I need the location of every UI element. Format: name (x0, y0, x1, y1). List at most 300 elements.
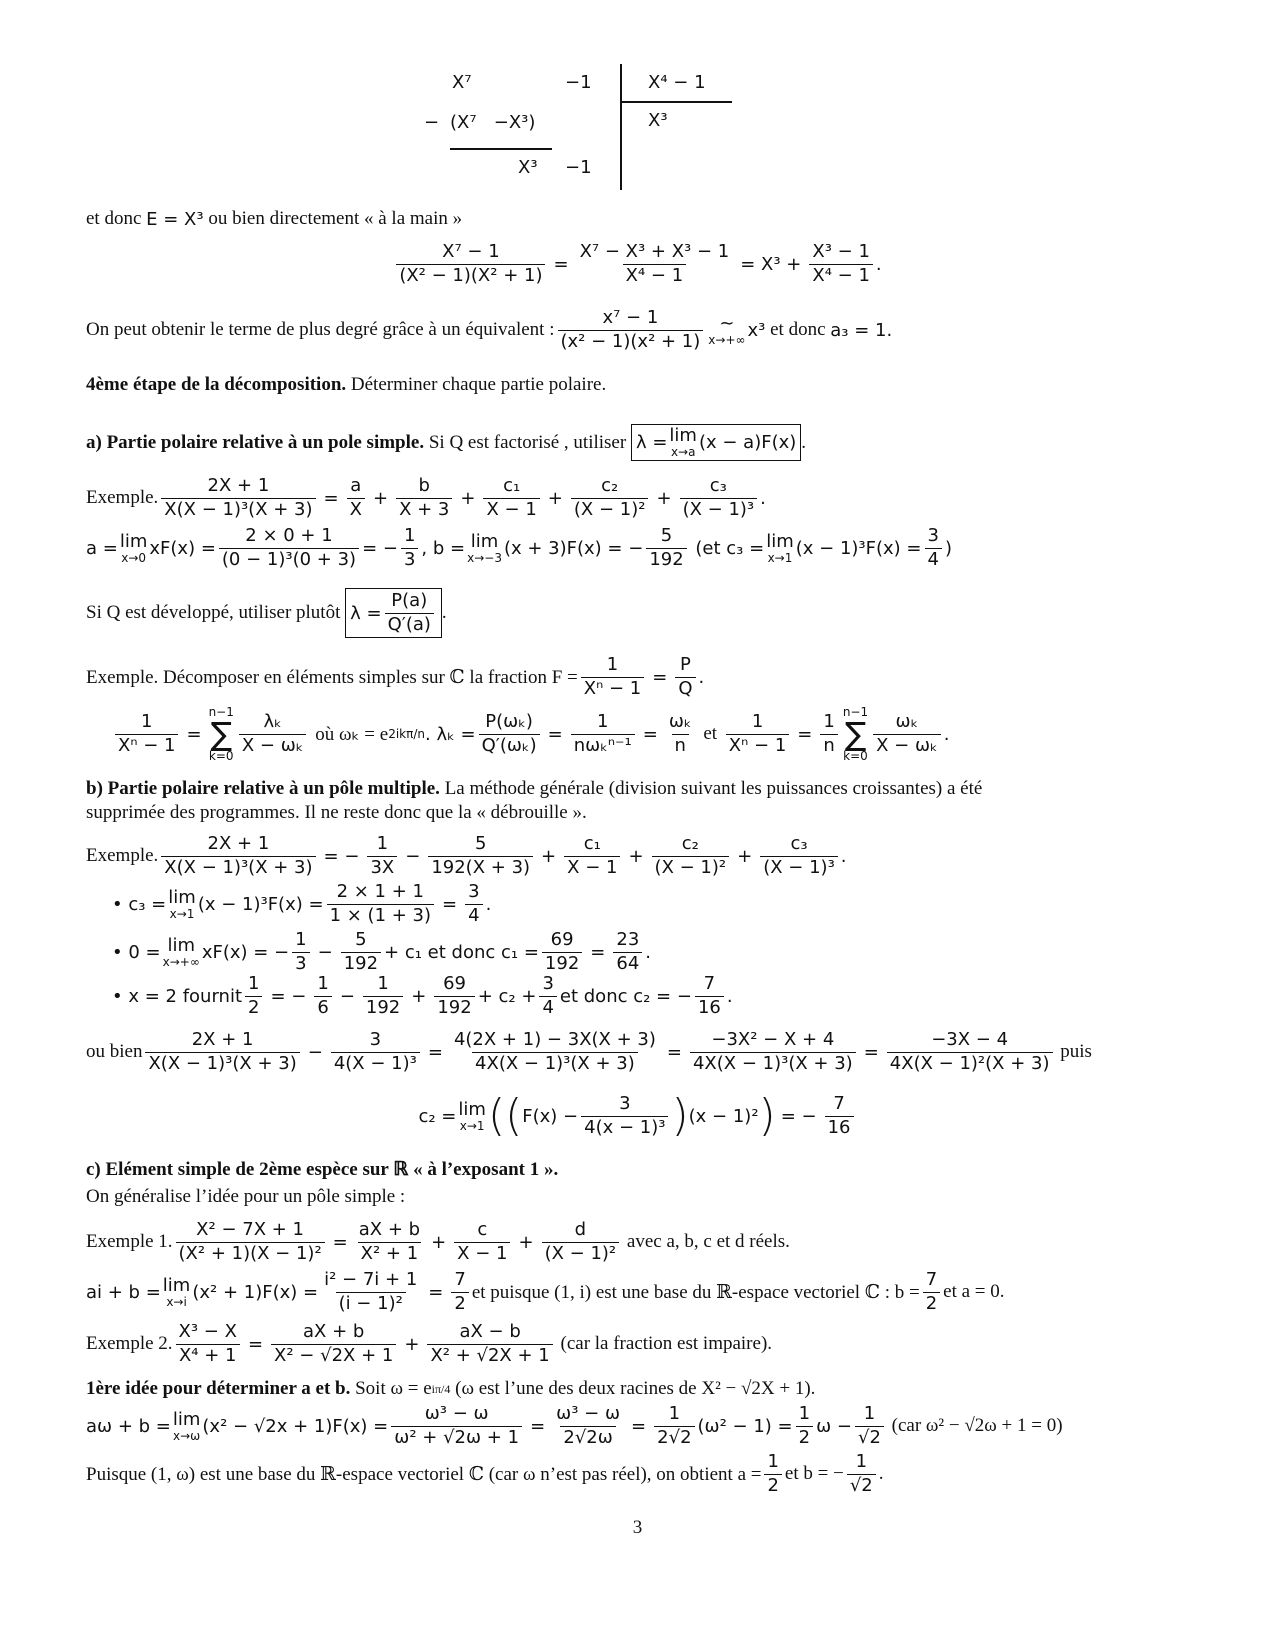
numerator: X² − 7X + 1 (196, 1219, 305, 1240)
denominator: 192 (341, 952, 381, 975)
numerator: P (679, 654, 691, 675)
period: . (875, 253, 882, 275)
fraction (115, 712, 178, 756)
numerator: X³ − X (178, 1321, 237, 1342)
label: Exemple 2. (86, 1333, 173, 1355)
numerator: 2 × 0 + 1 (245, 525, 333, 546)
limit (467, 530, 502, 565)
denominator: 16 (825, 1116, 854, 1139)
fraction (764, 1452, 781, 1496)
numerator: c₃ (790, 833, 808, 854)
fraction (666, 712, 695, 756)
denominator: n (820, 734, 837, 757)
math: (x − 1)² (688, 1105, 759, 1127)
denominator: 192 (646, 548, 686, 571)
limit (669, 427, 697, 458)
text: où ωₖ = e (315, 723, 389, 745)
denominator: X(X − 1)³(X + 3) (161, 498, 315, 521)
fraction (571, 476, 649, 520)
fraction (161, 476, 315, 520)
denominator: X(X − 1)³(X + 3) (161, 856, 315, 879)
text: et (703, 723, 718, 744)
fraction (581, 655, 644, 699)
fraction (356, 1220, 423, 1264)
fraction (820, 712, 837, 756)
denominator: X − ωₖ (239, 734, 307, 757)
fraction (454, 1220, 510, 1264)
numerator: c (477, 1219, 488, 1240)
denominator: X (347, 498, 365, 521)
subscript: x→1 (767, 550, 793, 565)
math: $\frac{\text{X² − 7X + 1}}{\text{(X² + 1)(X − 1)²}}$ = $\frac{aX + b}{\text{X² + 1}}$ + $\frac{c}{X - 1}$ + $\frac{d}{\text{(X − 1)²}}$ (173, 1220, 623, 1264)
denominator: (i − 1)² (336, 1292, 406, 1315)
example-a-coefficients (86, 526, 952, 570)
math: (x² + 1)F(x) = (192, 1281, 319, 1303)
text: supprimée des programmes. Il ne reste donc que la « débrouille ». (86, 802, 587, 823)
example-b-decomposition (86, 834, 847, 878)
denominator: 4(x − 1)³ (581, 1116, 668, 1139)
fraction (695, 974, 724, 1018)
remainder-const: −1 (565, 157, 592, 178)
numerator: 5 (355, 929, 367, 950)
numerator: 3 (927, 525, 939, 546)
denominator: 2√2 (654, 1426, 694, 1449)
denominator: X⁴ + 1 (176, 1344, 240, 1367)
numerator: 1 (606, 654, 619, 675)
numerator: 1 (668, 1403, 681, 1424)
numerator: ω³ − ω (556, 1403, 621, 1424)
math: xF(x) = − (201, 941, 290, 963)
bullet-c2: • x = 2 fournit $\frac{1}{2}$ = − $\frac{1}{6}$ − $\frac{1}{192}$ + $\frac{69}{192}$ + c₂ + $\frac{3}{4}$ et donc c₂ = − $\frac{7}{16}$ . (112, 973, 733, 1018)
fraction (825, 1094, 854, 1138)
fraction (391, 1404, 522, 1448)
sum-symbol: n−1 ∑ k=0 (208, 705, 234, 763)
fraction (923, 1270, 940, 1314)
period: . (441, 602, 447, 624)
upper-bound: n−1 (208, 705, 234, 719)
fraction (314, 974, 331, 1018)
math: λ = (635, 432, 668, 453)
fraction (239, 712, 307, 756)
fraction (558, 308, 704, 352)
fraction (654, 1404, 694, 1448)
limit: lim x→1 (458, 1098, 486, 1133)
denominator: √2 (855, 1426, 884, 1449)
denominator: X − 1 (454, 1242, 510, 1265)
math: (ω² − 1) = (697, 1415, 793, 1437)
polynomial-division-table (420, 62, 750, 192)
denominator: (X − 1)² (652, 856, 730, 879)
denominator: 4 (539, 996, 556, 1019)
minus-sign: − (424, 112, 440, 133)
denominator: 3 (292, 952, 309, 975)
numerator: ωₖ (668, 710, 692, 732)
denominator: (X − 1)³ (680, 498, 758, 521)
denominator: (X − 1)² (571, 498, 649, 521)
fraction (925, 526, 942, 570)
numerator: c₂ (681, 833, 699, 854)
denominator: (X² + 1)(X − 1)² (176, 1242, 325, 1265)
limit: lim x→i (162, 1274, 191, 1309)
limit (766, 530, 794, 565)
denominator: 3X (367, 856, 397, 879)
section-c-heading (86, 1158, 558, 1181)
subscript: x→a (670, 445, 696, 459)
text: et donc (770, 319, 826, 341)
fraction (564, 834, 620, 878)
division-bar (620, 64, 622, 190)
fraction (292, 930, 309, 974)
denominator: X − 1 (564, 856, 620, 879)
denominator: 16 (695, 996, 724, 1019)
numerator: 69 (443, 973, 466, 994)
subtracted-row: (X⁷ −X³) (450, 112, 536, 133)
quotient: X³ (648, 110, 668, 131)
denominator: X⁴ − 1 (809, 264, 873, 287)
denominator: Q (675, 677, 695, 700)
text: Déterminer chaque partie polaire. (350, 374, 607, 395)
math: ai + b = lim x→i (x² + 1)F(x) = $\frac{\text{i² − 7i + 1}}{\text{(i − 1)²}}$ = $\frac{7}{2}$ (86, 1270, 472, 1314)
fraction (385, 591, 434, 635)
fraction (613, 930, 642, 974)
boxed-formula (631, 424, 801, 461)
math: (x² − √2x + 1)F(x) = (202, 1415, 389, 1437)
denominator: nωₖⁿ⁻¹ (571, 734, 635, 757)
text: Si Q est développé, utiliser plutôt (86, 602, 341, 624)
exponent: iπ/4 (431, 1381, 451, 1396)
equivalent-symbol (708, 312, 746, 347)
numerator: 1 (855, 1451, 868, 1472)
math: ω − (816, 1415, 852, 1437)
numerator: 5 (660, 525, 673, 546)
numerator: 2X + 1 (207, 475, 270, 496)
numerator: c₁ (503, 475, 521, 496)
denominator: 2 (764, 1474, 781, 1497)
equals: = (553, 253, 569, 275)
fraction (809, 242, 873, 286)
denominator: Xⁿ − 1 (726, 734, 789, 757)
section-a-heading (86, 424, 806, 461)
text: Si Q est factorisé , utiliser (428, 431, 627, 453)
numerator: aX + b (358, 1219, 421, 1240)
numerator: 1 (798, 1403, 811, 1424)
text: et puisque (1, i) est une base du ℝ-espace vectoriel ℂ : b = (471, 1281, 920, 1303)
boxed-formula (345, 588, 442, 638)
numerator: d (574, 1219, 587, 1240)
numerator: 69 (550, 929, 574, 950)
math: aω + b = lim x→ω (x² − √2x + 1)F(x) = $\frac{\text{ω³ − ω}}{\text{ω² + √2ω + 1}}$ = $\frac{\text{ω³ − ω}}{2√2\omega}$ = $\frac{1}{2√2}$ (ω² − 1) = $\frac{1}{2}$ ω − $\frac{1}{√2}$ (86, 1404, 887, 1448)
section-title: c) Elément simple de 2ème espèce sur ℝ « à l’exposant 1 ». (86, 1159, 559, 1180)
numerator: 3 (468, 881, 480, 902)
fraction (176, 1220, 325, 1264)
lower-bound: k=0 (208, 749, 234, 763)
limit: lim x→+∞ (162, 934, 200, 969)
numerator: λₖ (263, 710, 282, 732)
denominator: 4(X − 1)³ (331, 1052, 420, 1075)
denominator: 2 (245, 996, 262, 1019)
fraction (553, 1404, 623, 1448)
equivalent-line (86, 308, 892, 352)
fraction (347, 476, 365, 520)
lim: lim (470, 530, 499, 552)
math: , b = (421, 537, 466, 559)
math: $\frac{2X + 1}{\text{X(X − 1)³(X + 3)}}$ − $\frac{3}{\text{4(X − 1)³}}$ = $\frac{4(2X + 1) - 3X(X + 3)}{\text{4X(X − 1)³(X + 3)}}$ = $\frac{\text{−3X² − X + 4}}{\text{4X(X − 1)³(X + 3)}}$ = $\frac{-3X - 4}{\text{4X(X − 1)²(X + 3)}}$ (142, 1030, 1055, 1074)
text: et b = − (784, 1463, 844, 1485)
numerator: c₃ (709, 475, 727, 496)
math: aω + b = (86, 1415, 171, 1437)
fraction (176, 1322, 240, 1366)
fraction (873, 712, 941, 756)
denominator: Q′(a) (385, 613, 434, 636)
fraction (483, 476, 539, 520)
denominator: X² + √2X + 1 (427, 1344, 552, 1367)
subscript: x→−3 (467, 550, 502, 565)
text: Puisque (1, ω) est une base du ℝ-espace vectoriel ℂ (car ω n’est pas réel), on obtient a = (86, 1463, 762, 1485)
numerator: 7 (454, 1269, 466, 1290)
operator: = X³ + (740, 253, 802, 275)
denominator: 64 (613, 952, 642, 975)
fraction (855, 1404, 884, 1448)
math: et donc c₂ = − (559, 985, 692, 1007)
equals: = (186, 723, 202, 745)
fraction (690, 1030, 856, 1074)
math: a = (86, 537, 118, 559)
fraction (542, 1220, 620, 1264)
math: c₃ = (128, 893, 167, 915)
fraction (145, 1030, 299, 1074)
denominator: Q′(ωₖ) (479, 734, 540, 757)
fraction (571, 712, 635, 756)
lim: lim (669, 425, 697, 446)
lim: lim (119, 530, 148, 552)
numerator: 1 (863, 1403, 876, 1424)
math: (x − a)F(x) (698, 432, 797, 453)
fraction (539, 974, 556, 1018)
omega-computation (86, 1404, 1063, 1448)
denominator: Xⁿ − 1 (115, 734, 178, 757)
denominator: X + 3 (396, 498, 452, 521)
period: . (943, 723, 950, 745)
denominator: X² + 1 (358, 1242, 422, 1265)
subscript: x→ω (173, 1428, 201, 1443)
fraction (479, 712, 540, 756)
numerator: 5 (474, 833, 487, 854)
limit (119, 530, 148, 565)
numerator: 7 (833, 1093, 845, 1114)
numerator: −3X − 4 (931, 1029, 1009, 1050)
denominator: (X − 1)² (542, 1242, 620, 1265)
ou-bien-line (86, 1030, 1092, 1074)
euclid-by-hand-equation (0, 242, 1275, 286)
numerator: 1 (317, 973, 329, 994)
numerator: 1 (403, 525, 416, 546)
fraction (675, 655, 695, 699)
sum-symbol: n−1 ∑ k=0 (842, 705, 869, 763)
fraction (245, 974, 262, 1018)
fraction (451, 1270, 468, 1314)
math: xF(x) = (149, 537, 216, 559)
denominator: X − ωₖ (873, 734, 941, 757)
math: c₂ = (418, 1105, 457, 1127)
numerator: 2 × 1 + 1 (336, 881, 424, 902)
numerator: 1 (141, 710, 153, 732)
numerator: i² − 7i + 1 (324, 1269, 418, 1290)
dividend-const: −1 (565, 72, 592, 93)
numerator: 7 (925, 1269, 938, 1290)
text: (car la fraction est impaire). (560, 1333, 773, 1355)
text: Exemple. Décomposer en éléments simples sur ℂ la fraction F = (86, 666, 578, 688)
subscript: x→0 (121, 550, 147, 565)
numerator: x⁷ − 1 (602, 307, 659, 328)
numerator: 2X + 1 (207, 833, 270, 854)
remainder-lead: X³ (518, 157, 538, 178)
label: Exemple. (86, 845, 159, 867)
text: ou bien directement « à la main » (208, 208, 463, 229)
period: . (878, 1463, 884, 1485)
fraction (465, 882, 482, 926)
denominator: 4X(X − 1)²(X + 3) (887, 1052, 1053, 1075)
line-E-equals (86, 208, 462, 230)
math: $\frac{\text{X³ − X}}{\text{X⁴ + 1}}$ = $\frac{aX + b}{\text{X² − √2X + 1}}$ + $\frac{aX - b}{\text{X² + √2X + 1}}$ (173, 1322, 556, 1366)
subscript: x→i (166, 1294, 187, 1309)
numerator: 2X + 1 (191, 1029, 254, 1050)
subscript: x→1 (169, 906, 195, 921)
math (578, 655, 704, 699)
bullet-c3: • c₃ = lim x→1 (x − 1)³F(x) = $\frac{2 \times 1 + 1}{1 \times (1 + 3)}$ = $\frac{3}{4}$ . (112, 881, 492, 926)
fraction (396, 476, 452, 520)
math: + c₂ + (477, 985, 537, 1007)
fraction (341, 930, 381, 974)
numerator: b (418, 475, 430, 496)
math: (x + 3)F(x) = − (503, 537, 644, 559)
numerator: c₂ (601, 475, 619, 496)
math: = − (362, 537, 398, 559)
math: (x − 1)³F(x) = (197, 893, 324, 915)
fraction (581, 1094, 668, 1138)
text: puis (1060, 1041, 1092, 1063)
math: x³ (747, 319, 766, 341)
denominator: 4 (925, 548, 942, 571)
fraction (847, 1452, 876, 1496)
text: Soit ω = e (355, 1378, 432, 1399)
example-1-solution (86, 1270, 1005, 1314)
math: . λₖ = (425, 723, 476, 745)
numerator: 3 (619, 1093, 631, 1114)
denominator: 192 (363, 996, 403, 1019)
math: x = 2 fournit (128, 985, 243, 1007)
section-c-text (86, 1186, 405, 1208)
math: ) (944, 537, 952, 559)
fraction (367, 834, 397, 878)
numerator: ω³ − ω (424, 1403, 489, 1424)
denominator: 3 (401, 548, 418, 571)
section-b-text (86, 802, 587, 824)
denominator: X − 1 (483, 498, 539, 521)
bullet-c1: • 0 = lim x→+∞ xF(x) = − $\frac{1}{3}$ − $\frac{5}{192}$ + c₁ et donc c₁ = $\frac{69}{192}$ = $\frac{23}{64}$ . (112, 929, 652, 974)
denominator: (x² − 1)(x² + 1) (558, 330, 704, 353)
numerator: −3X² − X + 4 (711, 1029, 835, 1050)
text: (car ω² − √2ω + 1 = 0) (891, 1415, 1063, 1437)
text: On généralise l’idée pour un pôle simple : (86, 1186, 406, 1207)
fraction (363, 974, 403, 1018)
label: Exemple. (86, 487, 159, 509)
fraction (760, 834, 838, 878)
denominator: 2 (796, 1426, 813, 1449)
fraction (646, 526, 686, 570)
denominator: 4X(X − 1)³(X + 3) (690, 1052, 856, 1075)
numerator: 3 (369, 1029, 382, 1050)
denominator: 2 (923, 1292, 940, 1315)
numerator: aX − b (459, 1321, 521, 1342)
fraction (427, 1322, 552, 1366)
numerator: P(a) (391, 590, 428, 611)
numerator: 1 (597, 710, 609, 732)
divisor: X⁴ − 1 (648, 72, 706, 93)
math: $\frac{2X + 1}{\text{X(X − 1)³(X + 3)}}$ = $\frac{a}{X}$ + $\frac{b}{X + 3}$ + $\frac{\text{c₁}}{X - 1}$ + $\frac{\text{c₂}}{\text{(X − 1)²}}$ + $\frac{\text{c₃}}{\text{(X − 1)³}}$ . (158, 476, 766, 520)
developed-rule (86, 588, 447, 638)
denominator: 6 (314, 996, 331, 1019)
subscript: x→+∞ (162, 954, 200, 969)
numerator: c₁ (583, 833, 601, 854)
fraction (327, 882, 434, 926)
fraction (219, 526, 359, 570)
denominator: 1 × (1 + 3) (327, 904, 434, 927)
math: + c₁ et donc c₁ = (384, 941, 539, 963)
fraction (321, 1270, 420, 1314)
text: avec a, b, c et d réels. (626, 1231, 790, 1253)
lower-bound: k=0 (843, 749, 868, 763)
denominator: X(X − 1)³(X + 3) (145, 1052, 299, 1075)
numerator: 4(2X + 1) − 3X(X + 3) (453, 1029, 656, 1050)
example-1 (86, 1220, 790, 1264)
limit: lim x→ω (172, 1408, 201, 1443)
denominator: 2√2ω (560, 1426, 615, 1449)
numerator: 1 (823, 710, 835, 732)
final-conclusion (86, 1452, 884, 1496)
math: λ = (350, 602, 382, 624)
text: On peut obtenir le terme de plus degré grâce à un équivalent : (86, 319, 555, 341)
numerator: 1 (376, 833, 389, 854)
denominator: 4X(X − 1)³(X + 3) (472, 1052, 638, 1075)
fraction (680, 476, 758, 520)
fraction (331, 1030, 420, 1074)
fraction (396, 242, 545, 286)
text: (ω est l’une des deux racines de X² − √2X + 1). (455, 1378, 816, 1399)
fraction (401, 526, 418, 570)
fraction (652, 834, 730, 878)
upper-bound: n−1 (842, 705, 869, 719)
math: a₃ = 1. (830, 319, 893, 341)
first-idea (86, 1378, 815, 1400)
lim: lim (766, 530, 794, 552)
subscript: x→+∞ (708, 332, 746, 347)
denominator: √2 (847, 1474, 876, 1497)
math: F(x) − (522, 1105, 579, 1127)
roots-of-unity-decomposition: $\frac{1}{\text{Xⁿ − 1}}$ = n−1 ∑ k=0 $\frac{\text{λₖ}}{\text{X − ωₖ}}$ où ωₖ = e 2ikπ/n . λₖ = $\frac{\text{P(ωₖ)}}{\text{Q′(ωₖ)}}$ = $\frac{1}{\text{nωₖⁿ⁻¹}}$ = $\frac{\text{ωₖ}}{n}$ et $\frac{1}{\text{Xⁿ − 1}}$ = $\frac{1}{n}$ n−1 ∑ k=0 $\frac{\text{ωₖ}}{\text{X − ωₖ}}$ . (112, 706, 949, 762)
fraction (542, 930, 582, 974)
numerator: ωₖ (895, 710, 919, 732)
c2-limit-equation: c₂ = lim x→1 (( F(x) − $\frac{3}{\text{4(x − 1)³}}$ ) (x − 1)² ) = − $\frac{7}{16}$ (0, 1094, 1275, 1138)
period: . (801, 431, 807, 453)
section-title: 4ème étape de la décomposition. (86, 374, 347, 395)
numerator: 23 (616, 929, 640, 950)
denominator: (X − 1)³ (760, 856, 838, 879)
fraction (887, 1030, 1053, 1074)
numerator: 7 (703, 973, 716, 994)
denominator: 2 (451, 1292, 468, 1315)
fraction (434, 974, 474, 1018)
numerator: 1 (248, 973, 260, 994)
